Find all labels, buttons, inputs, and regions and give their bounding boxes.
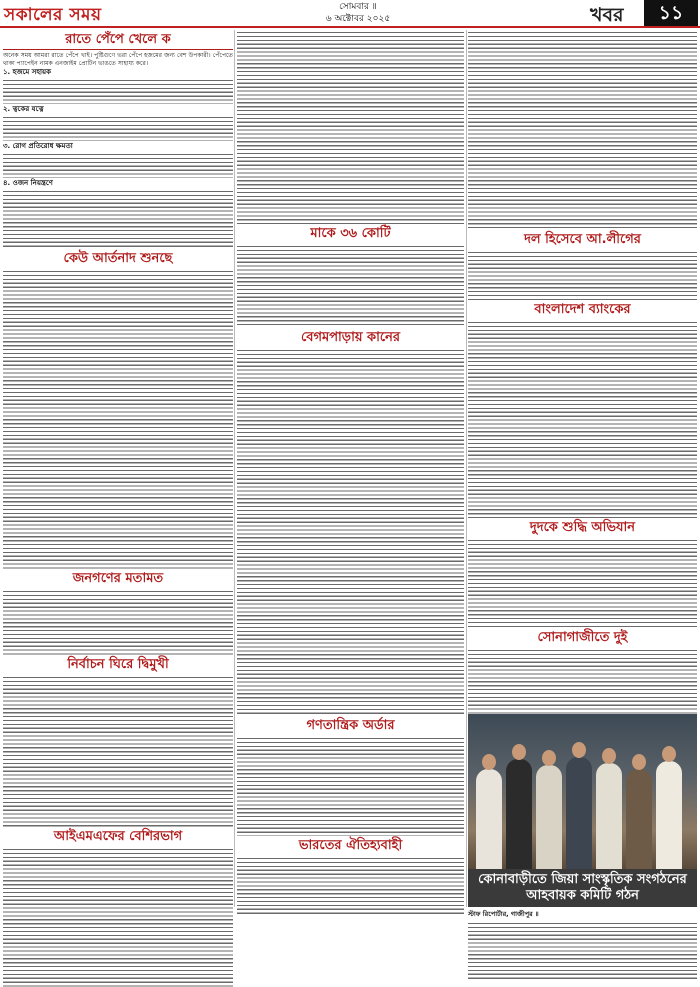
issue-date-text: ৬ অক্টোবর ২০২৫: [325, 14, 391, 24]
column-1: [3, 30, 233, 907]
headline-india-heritage: ভারতের ঐতিহ্যবাহী: [298, 838, 403, 853]
headline-begumpara: বেগমপাড়ায় কানের: [300, 330, 401, 345]
article-body: [237, 736, 464, 836]
headline-sonagazi: সোনাগাজীতে দুই: [537, 630, 628, 645]
headline-democratic-order: গণতান্ত্রিক অর্ডার: [306, 718, 395, 733]
subheading: ২. ত্বকের যত্নে: [3, 105, 44, 114]
article-body: [3, 675, 233, 827]
headline-awami-league: দল হিসেবে আ.লীগের: [524, 232, 641, 247]
article-body: [237, 244, 464, 328]
subheading: ৪. ওজন নিয়ন্ত্রণে: [3, 179, 53, 188]
headline-cry: কেউ আর্তনাদ শুনছে: [63, 251, 173, 267]
article-body: [468, 538, 697, 628]
column-divider: [466, 30, 467, 907]
article-body: [3, 78, 233, 104]
article-body: [3, 269, 233, 569]
headline-bangladesh-bank: বাংলাদেশ ব্যাংকের: [534, 302, 631, 317]
byline: স্টাফ রিপোর্টার, গাজীপুর ॥: [468, 910, 539, 918]
subheading: ১. হজমে সহায়ক: [3, 68, 52, 77]
photo-caption: কোনাবাড়ীতে জিয়া সাংস্কৃতিক সংগঠনের আহবায়ক কমিটি গঠন: [468, 869, 697, 907]
issue-date: [318, 1, 398, 25]
issue-day: সোমবার ॥: [339, 2, 377, 12]
column-2: [237, 30, 464, 907]
headline-acc-purge: দুদকে শুদ্ধি অভিযান: [529, 520, 636, 535]
brand-name: সকালের সময়: [4, 5, 102, 25]
column-3: [468, 30, 697, 918]
subheading: ৩. রোগ প্রতিরোধ ক্ষমতা: [3, 142, 73, 151]
article-body: [3, 847, 233, 987]
page-number: ১১: [644, 0, 698, 26]
article-body: [468, 30, 697, 230]
news-photo: [468, 714, 697, 869]
article-body: [3, 115, 233, 141]
headline-imf: আইএমএফের বেশিরভাগ: [53, 829, 183, 845]
headline-public-opinion: জনগণের মতামত: [72, 571, 164, 587]
article-body: [237, 30, 464, 224]
article-body: [3, 152, 233, 178]
article-body: [3, 189, 233, 249]
headline-election: নির্বাচন ঘিরে দ্বিমুখী: [67, 657, 169, 673]
headline-36-crore: মাকে ৩৬ কোটি: [310, 226, 391, 241]
article-body: [3, 589, 233, 655]
column-divider: [234, 30, 235, 907]
section-title: খবর: [590, 4, 624, 26]
article-body: [237, 348, 464, 716]
article-intro: অনেক সময় আমরা রাতে পেঁপে খাই। পুষ্টিগুণে ভরা পেঁপে হজমের জন্য বেশ উপকারী। পেঁপেতে থাকা প্যাপেইন নামক এনজাইম প্রোটিন ভাঙতে সাহায্য করে।: [3, 52, 233, 67]
headline-papaya: রাতে পেঁপে খেলে ক: [3, 32, 233, 50]
article-body: [237, 856, 464, 916]
article-body: [468, 250, 697, 300]
masthead: [0, 0, 700, 28]
article-body: [468, 648, 697, 714]
article-body: [468, 320, 697, 518]
article-body: [468, 921, 697, 981]
